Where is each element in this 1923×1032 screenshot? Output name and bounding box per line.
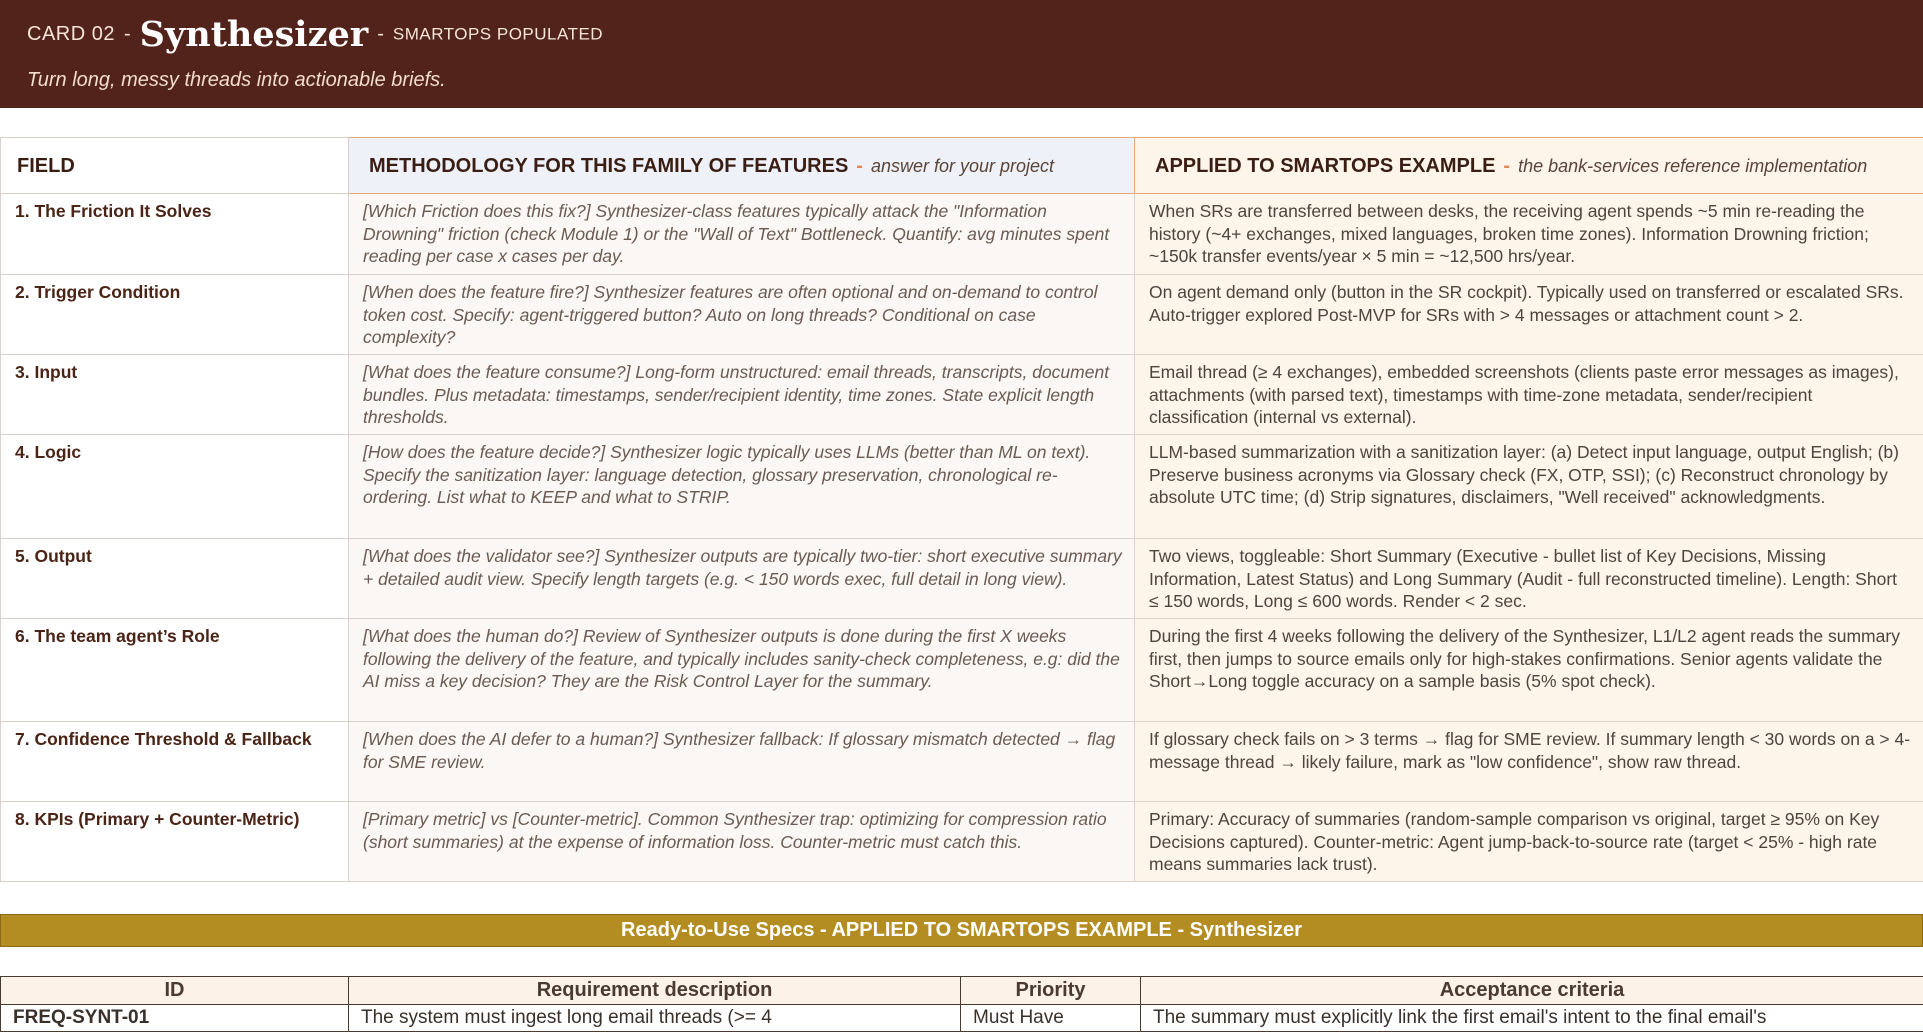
spec-priority[interactable]: Must Have xyxy=(961,1005,1141,1032)
methodology-cell[interactable]: [When does the feature fire?] Synthesizer features are often optional and on-demand to control token cost. Specify: agent-triggered button? Auto on long threads? Conditional on case complexity? xyxy=(349,275,1135,355)
col-header-applied xyxy=(1135,138,1923,194)
field-row xyxy=(1,194,1923,275)
methodology-cell[interactable]: [How does the feature decide?] Synthesizer logic typically uses LLMs (better than ML on text). Specify the sanitization layer: language detection, glossary preservation, chronological re-ordering. List what to KEEP and what to STRIP. xyxy=(349,435,1135,539)
tag-separator: - xyxy=(377,23,384,45)
specs-row xyxy=(1,1005,1923,1032)
field-row xyxy=(1,619,1923,722)
field-row xyxy=(1,722,1923,802)
card-header-banner xyxy=(0,0,1923,108)
col-header-applied-sub: the bank-services reference implementation xyxy=(1518,156,1867,176)
specs-col-id: ID xyxy=(1,977,349,1005)
applied-cell[interactable]: LLM-based summarization with a sanitization layer: (a) Detect input language, output English; (b) Preserve business acronyms via Glossary check (FX, OTP, SSI); (c) Reconstruct chronology by absolute UTC time; (d) Strip signatures, disclaimers, "Well received" acknowledgments. xyxy=(1135,435,1923,539)
methodology-cell[interactable]: [Which Friction does this fix?] Synthesizer-class features typically attack the "Information Drowning" friction (check Module 1) or the "Wall of Text" Bottleneck. Quantify: avg minutes spent reading per case x cases per day. xyxy=(349,194,1135,275)
applied-cell[interactable]: Email thread (≥ 4 exchanges), embedded screenshots (clients paste error messages as images), attachments (with parsed text), timestamps with time-zone metadata, sender/recipient classification (internal vs external). xyxy=(1135,355,1923,435)
field-name: 5. Output xyxy=(1,539,349,619)
field-row xyxy=(1,435,1923,539)
field-row xyxy=(1,355,1923,435)
col-header-applied-title: APPLIED TO SMARTOPS EXAMPLE xyxy=(1155,155,1495,177)
field-name: 1. The Friction It Solves xyxy=(1,194,349,275)
methodology-cell[interactable]: [What does the feature consume?] Long-form unstructured: email threads, transcripts, document bundles. Plus metadata: timestamps, sender/recipient identity, time zones. State explicit length thresholds. xyxy=(349,355,1135,435)
field-name: 4. Logic xyxy=(1,435,349,539)
methodology-cell[interactable]: [When does the AI defer to a human?] Synthesizer fallback: If glossary mismatch detected → flag for SME review. xyxy=(349,722,1135,802)
field-name: 8. KPIs (Primary + Counter-Metric) xyxy=(1,802,349,882)
specs-col-description: Requirement description xyxy=(349,977,961,1005)
col-header-methodology-title: METHODOLOGY FOR THIS FAMILY OF FEATURES xyxy=(369,155,848,177)
col-header-applied-sep: - xyxy=(1503,155,1510,177)
field-name: 6. The team agent’s Role xyxy=(1,619,349,722)
specs-table xyxy=(0,976,1923,1032)
fields-table xyxy=(0,137,1923,882)
field-row xyxy=(1,539,1923,619)
fields-header-row xyxy=(1,138,1923,194)
applied-cell[interactable]: During the first 4 weeks following the delivery of the Synthesizer, L1/L2 agent reads the summary first, then jumps to source emails only for high-stakes confirmations. Senior agents validate the Short→Long toggle accuracy on a sample basis (5% spot check). xyxy=(1135,619,1923,722)
specs-col-priority: Priority xyxy=(961,977,1141,1005)
methodology-cell[interactable]: [What does the human do?] Review of Synthesizer outputs is done during the first X weeks following the delivery of the feature, and typically includes sanity-check completeness, e.g: did the AI miss a key decision? They are the Risk Control Layer for the summary. xyxy=(349,619,1135,722)
spec-acceptance[interactable]: The summary must explicitly link the first email's intent to the final email's xyxy=(1141,1005,1923,1032)
applied-cell[interactable]: On agent demand only (button in the SR cockpit). Typically used on transferred or escalated SRs. Auto-trigger explored Post-MVP for SRs with > 4 messages or attachment count > 2. xyxy=(1135,275,1923,355)
col-header-methodology xyxy=(349,138,1135,194)
field-name: 7. Confidence Threshold & Fallback xyxy=(1,722,349,802)
specs-col-acceptance: Acceptance criteria xyxy=(1141,977,1923,1005)
applied-cell[interactable]: When SRs are transferred between desks, the receiving agent spends ~5 min re-reading the history (~4+ exchanges, mixed languages, broken time zones). Information Drowning friction; ~150k transfer events/year × 5 min = ~12,500 hrs/year. xyxy=(1135,194,1923,275)
card-subtitle: Turn long, messy threads into actionable briefs. xyxy=(27,69,446,92)
methodology-cell[interactable]: [What does the validator see?] Synthesizer outputs are typically two-tier: short executive summary + detailed audit view. Specify length targets (e.g. < 150 words exec, full detail in long view). xyxy=(349,539,1135,619)
specs-header-row xyxy=(1,977,1923,1005)
card-tag: SMARTOPS POPULATED xyxy=(393,25,603,44)
field-row xyxy=(1,802,1923,882)
methodology-cell[interactable]: [Primary metric] vs [Counter-metric]. Common Synthesizer trap: optimizing for compression ratio (short summaries) at the expense of information loss. Counter-metric must catch this. xyxy=(349,802,1135,882)
field-row xyxy=(1,275,1923,355)
card-title-line xyxy=(27,14,603,55)
title-separator: - xyxy=(124,23,131,45)
applied-cell[interactable]: Two views, toggleable: Short Summary (Executive - bullet list of Key Decisions, Missing Information, Latest Status) and Long Summary (Audit - full reconstructed timeline). Length: Short ≤ 150 words, Long ≤ 600 words. Render < 2 sec. xyxy=(1135,539,1923,619)
specs-section-title: Ready-to-Use Specs - APPLIED TO SMARTOPS EXAMPLE - Synthesizer xyxy=(0,914,1923,947)
field-name: 2. Trigger Condition xyxy=(1,275,349,355)
card-number: CARD 02 xyxy=(27,23,115,45)
col-header-field: FIELD xyxy=(1,138,349,194)
field-name: 3. Input xyxy=(1,355,349,435)
spec-id[interactable]: FREQ-SYNT-01 xyxy=(1,1005,349,1032)
spec-description[interactable]: The system must ingest long email threads (>= 4 xyxy=(349,1005,961,1032)
col-header-methodology-sub: answer for your project xyxy=(871,156,1054,176)
col-header-methodology-sep: - xyxy=(856,155,863,177)
applied-cell[interactable]: If glossary check fails on > 3 terms → flag for SME review. If summary length < 30 words on a > 4-message thread → likely failure, mark as "low confidence", show raw thread. xyxy=(1135,722,1923,802)
applied-cell[interactable]: Primary: Accuracy of summaries (random-sample comparison vs original, target ≥ 95% on Key Decisions captured). Counter-metric: Agent jump-back-to-source rate (target < 25% - high rate means summaries lack trust). xyxy=(1135,802,1923,882)
card-title: Synthesizer xyxy=(140,14,369,55)
